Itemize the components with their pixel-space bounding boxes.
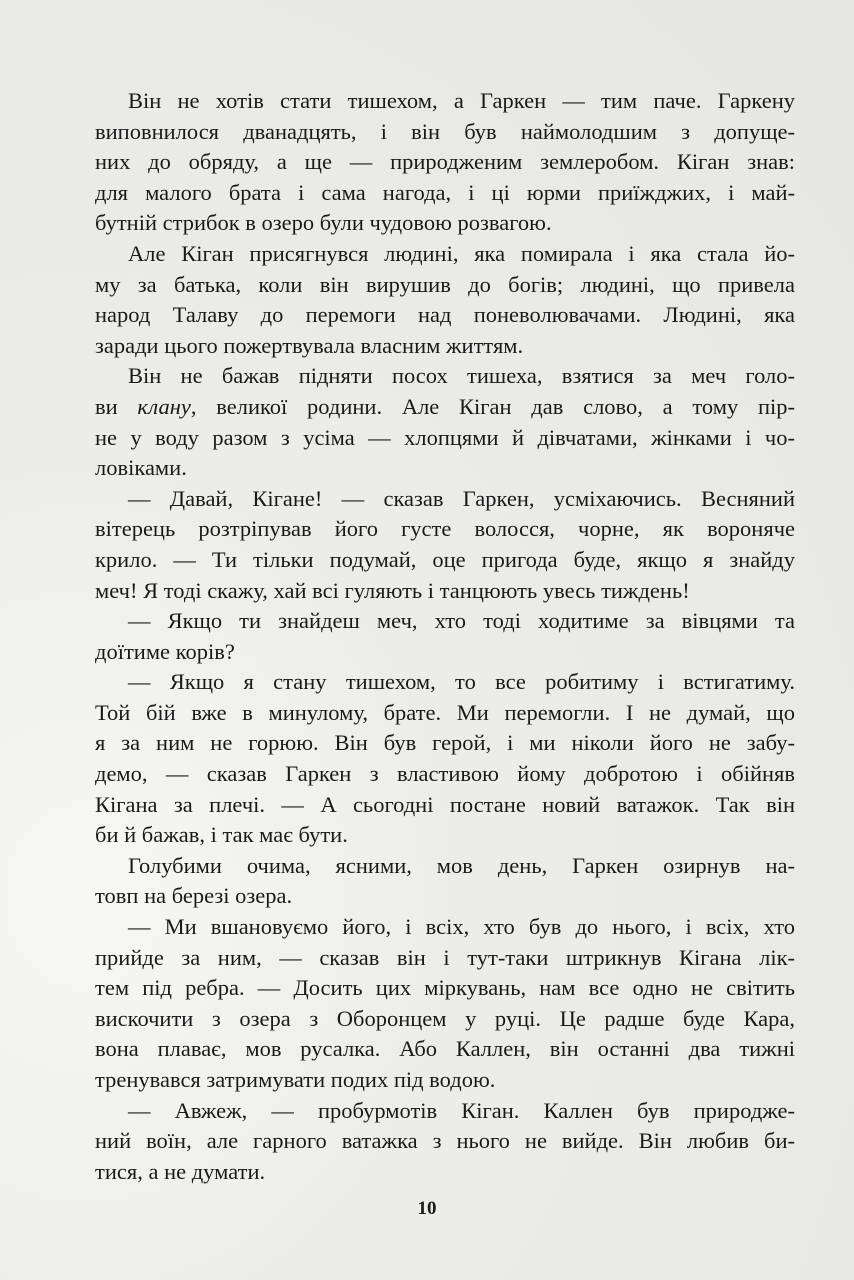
text-line: виповнилося дванадцять, і він був наймолодшим з допуще- (95, 118, 795, 144)
text-line: демо, — сказав Гаркен з властивою йому добротою і обійняв (95, 761, 795, 787)
text-line: тренувався затримувати подих під водою. (95, 1067, 496, 1092)
text-line: я за ним не горюю. Він був герой, і ми ніколи його не забу- (95, 730, 795, 756)
text-line: — Давай, Кігане! — сказав Гаркен, усміхаючись. Весняний (128, 485, 795, 511)
text-line: му за батька, коли він вирушив до богів; людині, що привела (95, 271, 795, 297)
paragraph (95, 361, 795, 483)
text-line: тися, а не думати. (95, 1158, 266, 1184)
paragraph (95, 1096, 795, 1188)
text-line: вискочити з озера з Оборонцем у руці. Це радше буде Кара, (95, 1005, 795, 1031)
text-line: прийде за ним, — сказав він і тут-таки штрикнув Кігана лік- (95, 944, 795, 970)
text-line: — Авжеж, — пробурмотів Кіган. Каллен був природже- (128, 1097, 795, 1123)
paragraph (95, 851, 795, 912)
text-line: Але Кіган присягнувся людині, яка помирала і яка стала йо- (128, 240, 795, 266)
text-line: бутній стрибок в озеро були чудовою розвагою. (95, 210, 552, 236)
text-line: вона плаває, мов русалка. Або Каллен, він останні два тижні (95, 1036, 795, 1062)
text-line: би й бажав, і так має бути. (95, 822, 348, 848)
text-line: заради цього пожертвувала власним життям. (95, 332, 524, 358)
text-line: них до обряду, а ще — природженим землеробом. Кіган знав: (95, 149, 795, 175)
text-line: Голубими очима, ясними, мов день, Гаркен озирнув на- (128, 852, 795, 878)
text-line: ний воїн, але гарного ватажка з нього не вийде. Він любив би- (95, 1128, 795, 1154)
text-line: товп на березі озера. (95, 883, 293, 909)
text-line: — Якщо я стану тишехом, то все робитиму і встигатиму. (128, 669, 795, 695)
paragraph (95, 239, 795, 361)
body-text (95, 86, 795, 1187)
text-line: тем під ребра. — Досить цих міркувань, нам все одно не світить (95, 975, 795, 1001)
text-line: Він не бажав підняти посох тишеха, взятися за меч голо- (128, 363, 795, 389)
paragraph (95, 86, 795, 239)
page-number: 10 (417, 1198, 437, 1219)
text-line: народ Талаву до перемоги над поневолювачами. Людині, яка (95, 302, 795, 328)
text-line: не у воду разом з усіма — хлопцями й дівчатами, жінками і чо- (95, 424, 795, 450)
paragraph (95, 912, 795, 1096)
text-line: — Ми вшановуємо його, і всіх, хто був до нього, і всіх, хто (128, 914, 795, 940)
text-line: Кігана за плечі. — А сьогодні постане новий ватажок. Так він (95, 791, 795, 817)
paragraph (95, 667, 795, 851)
text-line: для малого брата і сама нагода, і ці юрми приїжджих, і май- (95, 179, 795, 205)
text-line: крило. — Ти тільки подумай, оце пригода буде, якщо я знайду (95, 546, 795, 572)
text-line: ловіками. (95, 455, 187, 481)
paragraph (95, 606, 795, 667)
text-line: Той бій вже в минулому, брате. Ми перемогли. І не думай, що (95, 699, 795, 725)
text-line: меч! Я тоді скажу, хай всі гуляють і танцюють увесь тиждень! (95, 577, 690, 603)
text-line: — Якщо ти знайдеш меч, хто тоді ходитиме за вівцями та (128, 608, 795, 634)
paragraph (95, 484, 795, 606)
text-line: доїтиме корів? (95, 638, 235, 664)
italic-term: клану (137, 393, 191, 419)
text-line: вітерець розтріпував його густе волосся, чорне, як вороняче (95, 516, 795, 542)
text-line: ви клану, великої родини. Але Кіган дав слово, а тому пір- (95, 393, 795, 419)
text-line: Він не хотів стати тишехом, а Гаркен — тим паче. Гаркену (128, 88, 795, 113)
